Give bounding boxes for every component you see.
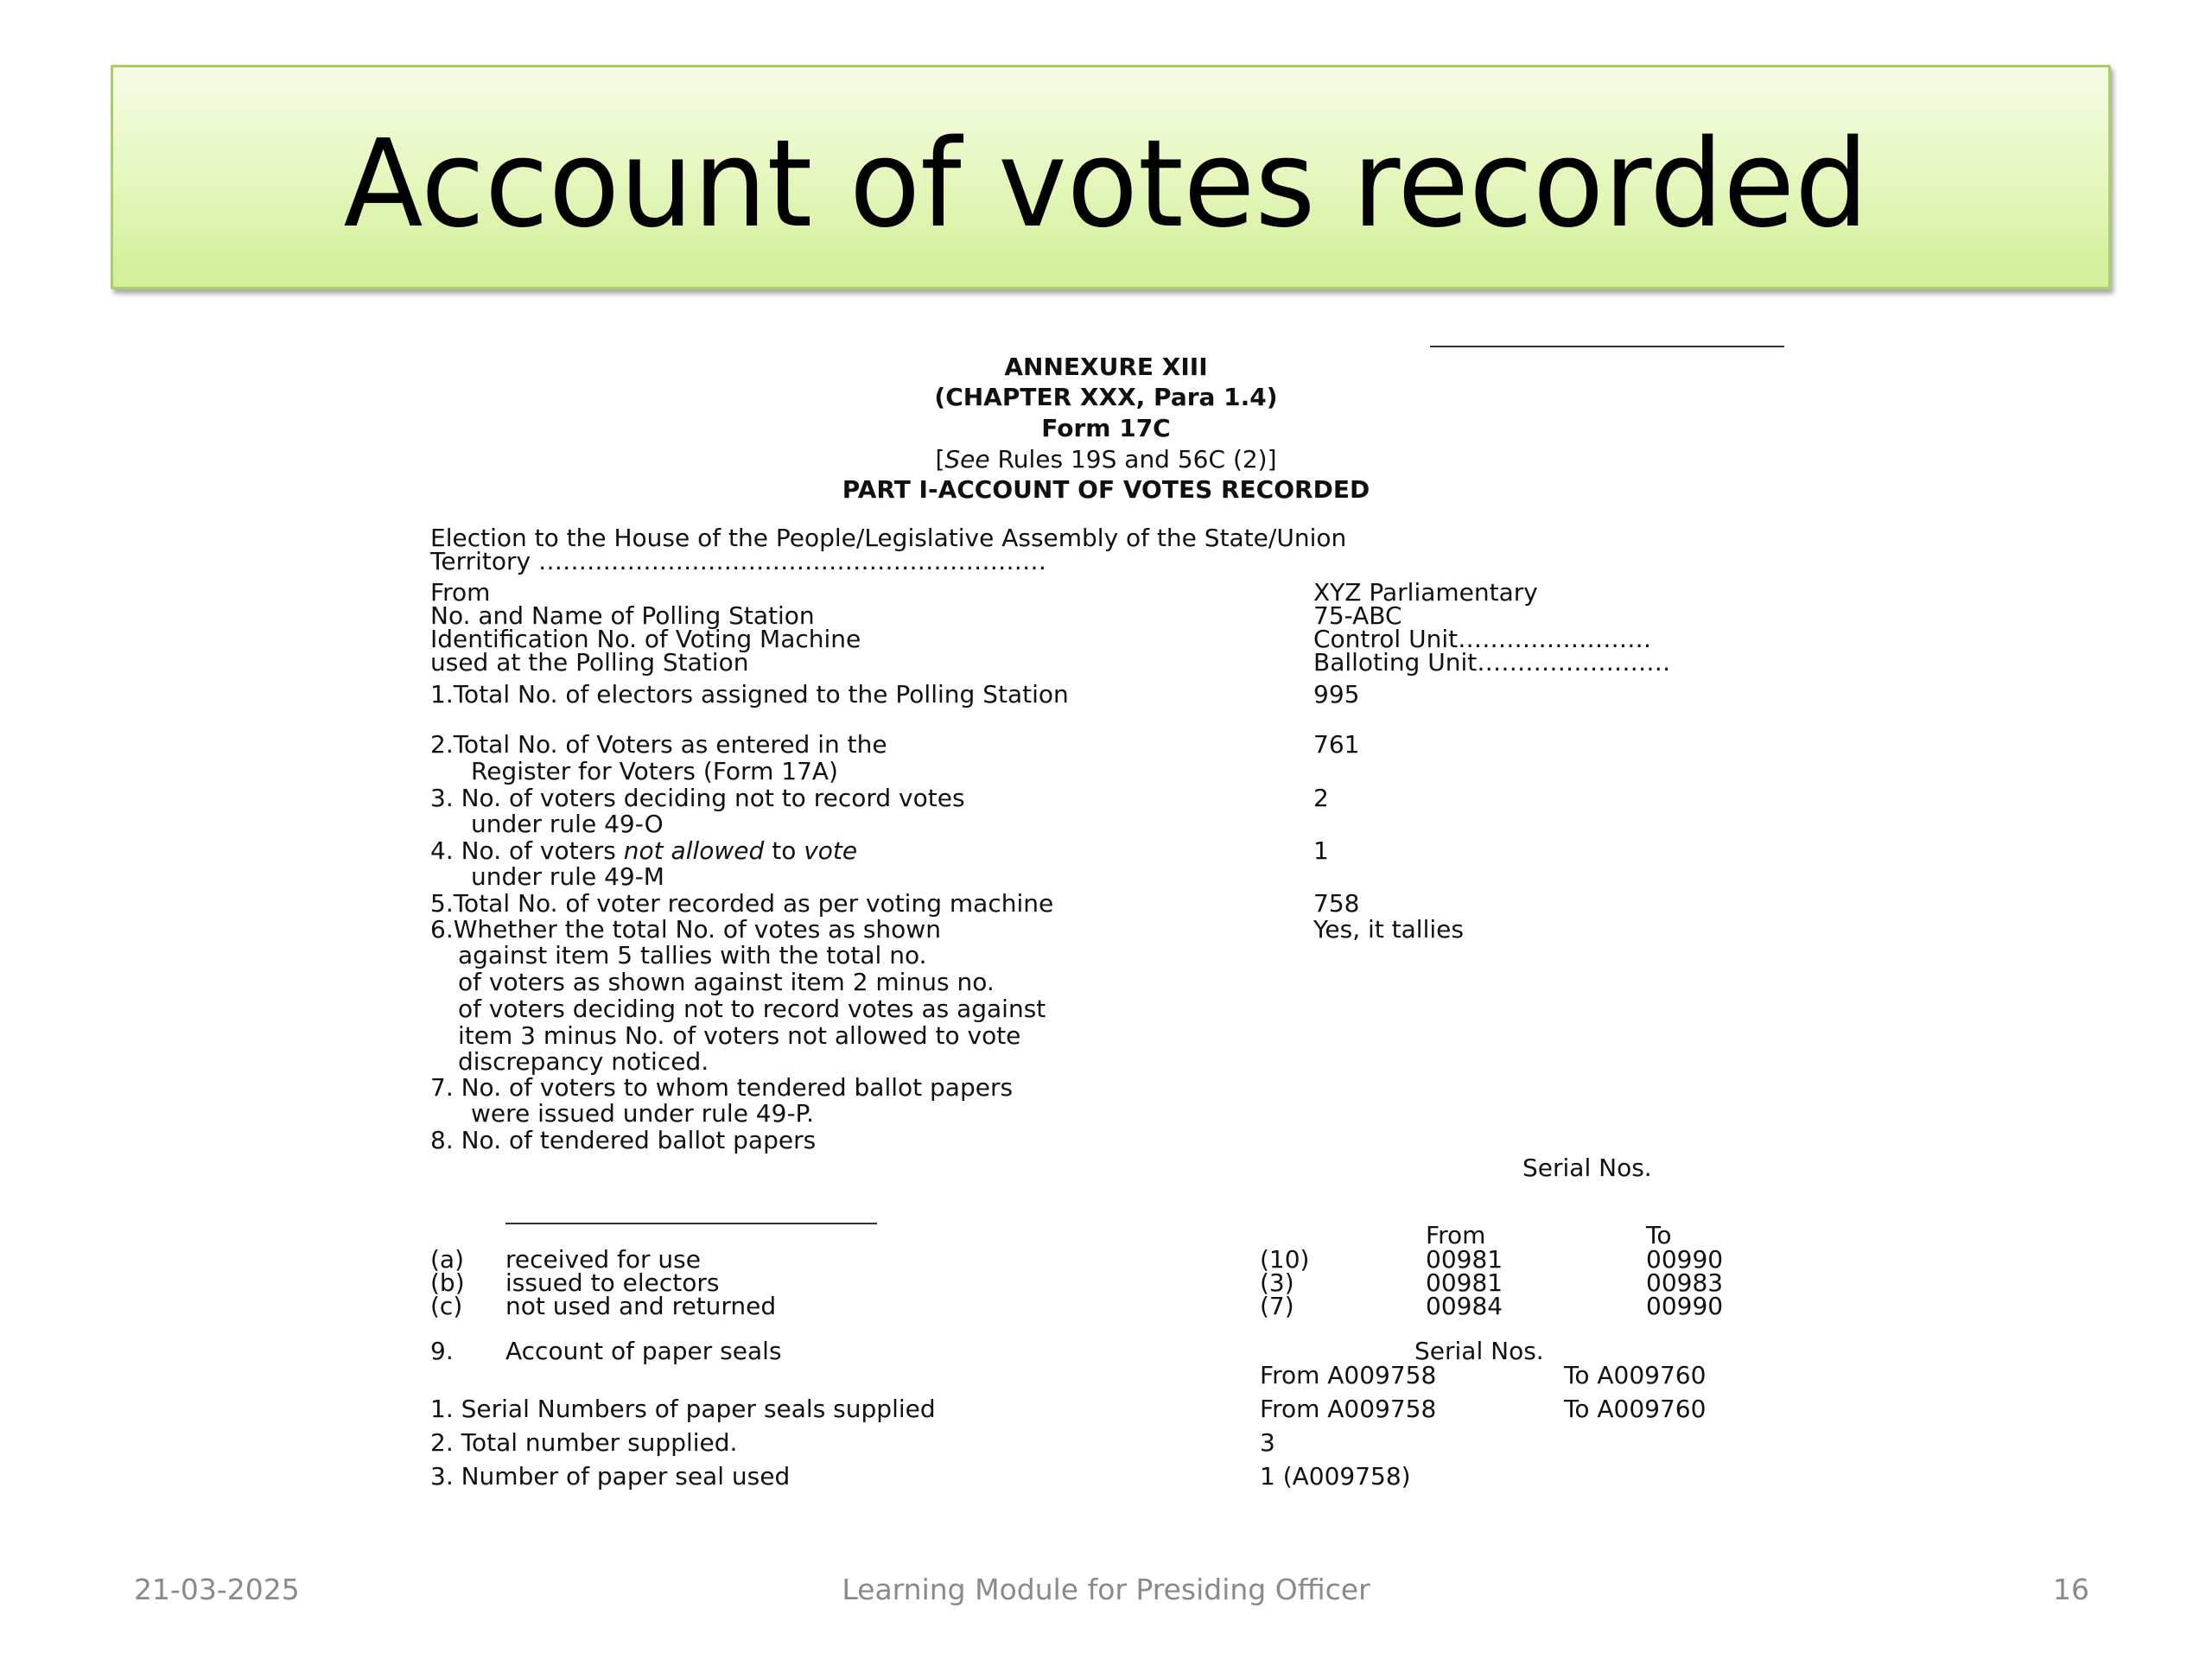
row-c-label: not used and returned bbox=[505, 1292, 777, 1320]
from-value: XYZ Parliamentary bbox=[1313, 578, 1538, 607]
row-c-letter: (c) bbox=[430, 1292, 463, 1320]
item-4-vote: vote bbox=[804, 836, 858, 865]
row-a-from: 00981 bbox=[1426, 1245, 1503, 1274]
item-8-label: 8. No. of tendered ballot papers bbox=[430, 1126, 817, 1154]
item-9-serial-header: Serial Nos. bbox=[1414, 1337, 1544, 1365]
row-b-label: issued to electors bbox=[505, 1268, 720, 1297]
item-1-label: 1.Total No. of electors assigned to the Polling Station bbox=[430, 680, 1069, 709]
control-unit: Control Unit…………………… bbox=[1313, 625, 1652, 653]
item-6-label-5: item 3 minus No. of voters not allowed to vote bbox=[458, 1021, 1021, 1050]
form-name: Form 17C bbox=[1041, 414, 1171, 442]
top-signature-line bbox=[1430, 346, 1784, 347]
row-b-to: 00983 bbox=[1646, 1268, 1724, 1297]
election-line-2: Territory ……………………………………………………… bbox=[430, 547, 1046, 575]
from-header: From bbox=[1426, 1221, 1486, 1249]
item-3-label-1: 3. No. of voters deciding not to record votes bbox=[430, 784, 965, 812]
row-b-count: (3) bbox=[1260, 1268, 1294, 1297]
election-line-1: Election to the House of the People/Legislative Assembly of the State/Union bbox=[430, 524, 1347, 552]
part-heading: PART I-ACCOUNT OF VOTES RECORDED bbox=[842, 475, 1370, 504]
polling-station-value: 75-ABC bbox=[1313, 601, 1402, 630]
to-header: To bbox=[1646, 1221, 1672, 1249]
item-9-to: To A009760 bbox=[1564, 1361, 1707, 1389]
item-5-label: 5.Total No. of voter recorded as per voting machine bbox=[430, 889, 1054, 918]
row-a-to: 00990 bbox=[1646, 1245, 1724, 1274]
slide-title: Account of votes recorded bbox=[343, 114, 1869, 255]
footer-date: 21-03-2025 bbox=[134, 1573, 300, 1606]
row-b-from: 00981 bbox=[1426, 1268, 1503, 1297]
row-c-from: 00984 bbox=[1426, 1292, 1503, 1320]
item-3-label-2: under rule 49-O bbox=[471, 810, 664, 838]
item-5-value: 758 bbox=[1313, 889, 1360, 918]
item-4-mid: to bbox=[764, 836, 804, 865]
item-2-label-2: Register for Voters (Form 17A) bbox=[471, 757, 838, 785]
seal-1-label: 1. Serial Numbers of paper seals supplied bbox=[430, 1395, 936, 1423]
polling-station-label: No. and Name of Polling Station bbox=[430, 601, 815, 630]
serial-nos-header: Serial Nos. bbox=[1522, 1154, 1652, 1182]
item-2-label-1: 2.Total No. of Voters as entered in the bbox=[430, 730, 887, 759]
row-c-count: (7) bbox=[1260, 1292, 1294, 1320]
chapter-heading: (CHAPTER XXX, Para 1.4) bbox=[934, 383, 1278, 411]
row-c-to: 00990 bbox=[1646, 1292, 1724, 1320]
seal-2-label: 2. Total number supplied. bbox=[430, 1428, 738, 1457]
seal-2-value: 3 bbox=[1260, 1428, 1275, 1457]
seal-3-label: 3. Number of paper seal used bbox=[430, 1462, 791, 1491]
item-6-label-4: of voters deciding not to record votes as against bbox=[458, 995, 1046, 1023]
rules-reference bbox=[0, 445, 2212, 474]
item-6-value: Yes, it tallies bbox=[1313, 915, 1464, 944]
item-9-from: From A009758 bbox=[1260, 1361, 1437, 1389]
row-a-letter: (a) bbox=[430, 1245, 465, 1274]
row-b-letter: (b) bbox=[430, 1268, 465, 1297]
item-7-label-2: were issued under rule 49-P. bbox=[471, 1099, 814, 1128]
item-4-label-1 bbox=[430, 836, 858, 865]
machine-label-2: used at the Polling Station bbox=[430, 648, 749, 677]
row-a-count: (10) bbox=[1260, 1245, 1310, 1274]
machine-label-1: Identification No. of Voting Machine bbox=[430, 625, 861, 653]
item-1-value: 995 bbox=[1313, 680, 1360, 709]
annexure-heading: ANNEXURE XIII bbox=[1004, 353, 1208, 381]
item-4-not-allowed: not allowed bbox=[623, 836, 765, 865]
item-6-label-2: against item 5 tallies with the total no. bbox=[458, 941, 927, 969]
item-7-label-1: 7. No. of voters to whom tendered ballot papers bbox=[430, 1073, 1014, 1102]
item-9-label: Account of paper seals bbox=[505, 1337, 782, 1365]
seal-3-value: 1 (A009758) bbox=[1260, 1462, 1411, 1491]
rules-see: See bbox=[944, 445, 990, 474]
footer-page-number: 16 bbox=[2053, 1573, 2089, 1606]
rules-post: Rules 19S and 56C (2)] bbox=[989, 445, 1277, 474]
seal-1-to: To A009760 bbox=[1564, 1395, 1707, 1423]
from-label: From bbox=[430, 578, 491, 607]
item-4-label-2: under rule 49-M bbox=[471, 862, 664, 891]
item-2-value: 761 bbox=[1313, 730, 1360, 759]
item-4-value: 1 bbox=[1313, 836, 1329, 865]
item-4-pre: 4. No. of voters bbox=[430, 836, 624, 865]
row-a-label: received for use bbox=[505, 1245, 701, 1274]
rules-pre: [ bbox=[935, 445, 945, 474]
item-6-label-1: 6.Whether the total No. of votes as shown bbox=[430, 915, 941, 944]
item-3-value: 2 bbox=[1313, 784, 1329, 812]
footer-module-title: Learning Module for Presiding Officer bbox=[842, 1573, 1370, 1606]
item-6-label-3: of voters as shown against item 2 minus no. bbox=[458, 968, 995, 996]
balloting-unit: Balloting Unit…………………… bbox=[1313, 648, 1671, 677]
item-9-number: 9. bbox=[430, 1337, 454, 1365]
separator-line bbox=[505, 1223, 877, 1224]
item-6-label-6: discrepancy noticed. bbox=[458, 1047, 709, 1076]
seal-1-from: From A009758 bbox=[1260, 1395, 1437, 1423]
